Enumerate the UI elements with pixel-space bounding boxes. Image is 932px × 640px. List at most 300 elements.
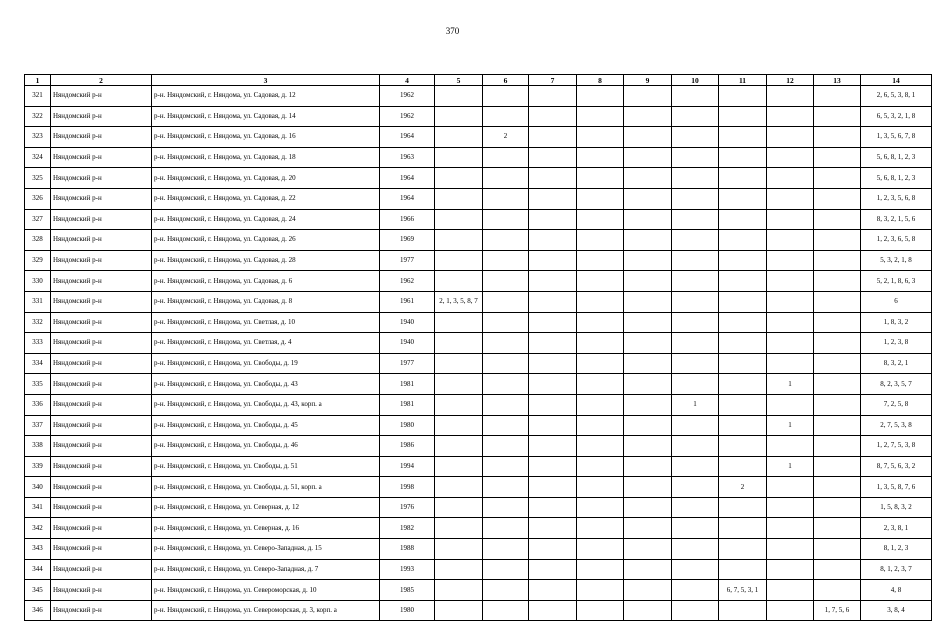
col12-cell <box>767 106 814 127</box>
col7-cell <box>529 209 577 230</box>
col5-cell <box>435 333 483 354</box>
col9-cell <box>624 209 672 230</box>
col6-cell <box>483 230 529 251</box>
district-cell: Няндомский р-н <box>51 106 152 127</box>
table-row <box>25 86 932 107</box>
district-cell: Няндомский р-н <box>51 415 152 436</box>
register-table <box>24 74 932 621</box>
district-cell: Няндомский р-н <box>51 230 152 251</box>
col13-cell <box>814 312 861 333</box>
col8-cell <box>577 127 624 148</box>
col6-cell <box>483 271 529 292</box>
col12-cell <box>767 291 814 312</box>
col9-cell <box>624 456 672 477</box>
col8-cell <box>577 209 624 230</box>
col11-cell <box>719 312 767 333</box>
col14-cell: 1, 2, 3, 8 <box>861 333 932 354</box>
col12-cell <box>767 230 814 251</box>
district-cell: Няндомский р-н <box>51 477 152 498</box>
address-cell: р-н. Няндомский, г. Няндома, ул. Светлая, д. 4 <box>152 333 380 354</box>
district-cell: Няндомский р-н <box>51 436 152 457</box>
col8-cell <box>577 291 624 312</box>
table-row <box>25 291 932 312</box>
col8-cell <box>577 168 624 189</box>
table-row <box>25 600 932 621</box>
col9-cell <box>624 580 672 601</box>
col8-cell <box>577 250 624 271</box>
col14-cell: 5, 6, 8, 1, 2, 3 <box>861 168 932 189</box>
address-cell: р-н. Няндомский, г. Няндома, ул. Садовая, д. 12 <box>152 86 380 107</box>
col10-cell <box>672 147 719 168</box>
table-row <box>25 518 932 539</box>
address-cell: р-н. Няндомский, г. Няндома, ул. Свободы, д. 45 <box>152 415 380 436</box>
col9-cell <box>624 333 672 354</box>
col10-cell <box>672 312 719 333</box>
address-cell: р-н. Няндомский, г. Няндома, ул. Садовая, д. 6 <box>152 271 380 292</box>
col13-cell <box>814 518 861 539</box>
col11-cell <box>719 250 767 271</box>
col13-cell <box>814 539 861 560</box>
col11-cell <box>719 415 767 436</box>
address-cell: р-н. Няндомский, г. Няндома, ул. Садовая, д. 26 <box>152 230 380 251</box>
col9-cell <box>624 271 672 292</box>
district-cell: Няндомский р-н <box>51 394 152 415</box>
col6-cell: 2 <box>483 127 529 148</box>
col7-cell <box>529 106 577 127</box>
col11-cell <box>719 147 767 168</box>
col8-cell <box>577 86 624 107</box>
table-row <box>25 271 932 292</box>
col7-cell <box>529 456 577 477</box>
year-cell: 1994 <box>380 456 435 477</box>
col6-cell <box>483 394 529 415</box>
col13-cell <box>814 477 861 498</box>
district-cell: Няндомский р-н <box>51 518 152 539</box>
col6-cell <box>483 415 529 436</box>
col13-cell <box>814 230 861 251</box>
col7-cell <box>529 271 577 292</box>
col6-cell <box>483 291 529 312</box>
col14-cell: 5, 2, 1, 8, 6, 3 <box>861 271 932 292</box>
year-cell: 1981 <box>380 394 435 415</box>
col8-cell <box>577 312 624 333</box>
col5-cell <box>435 209 483 230</box>
col12-cell <box>767 188 814 209</box>
col7-cell <box>529 559 577 580</box>
header-row <box>25 75 932 86</box>
col14-cell: 1, 2, 3, 5, 6, 8 <box>861 188 932 209</box>
year-cell: 1966 <box>380 209 435 230</box>
col8-cell <box>577 394 624 415</box>
col13-cell <box>814 147 861 168</box>
col13-cell <box>814 209 861 230</box>
col14-cell: 3, 8, 4 <box>861 600 932 621</box>
column-header-9: 9 <box>624 75 672 86</box>
district-cell: Няндомский р-н <box>51 559 152 580</box>
table-row <box>25 415 932 436</box>
col9-cell <box>624 188 672 209</box>
row-number: 330 <box>25 271 51 292</box>
col12-cell: 1 <box>767 415 814 436</box>
col12-cell <box>767 312 814 333</box>
col13-cell <box>814 86 861 107</box>
row-number: 324 <box>25 147 51 168</box>
district-cell: Няндомский р-н <box>51 188 152 209</box>
col14-cell: 4, 8 <box>861 580 932 601</box>
col12-cell <box>767 168 814 189</box>
district-cell: Няндомский р-н <box>51 147 152 168</box>
col6-cell <box>483 333 529 354</box>
table-row <box>25 333 932 354</box>
year-cell: 1980 <box>380 600 435 621</box>
col7-cell <box>529 353 577 374</box>
col9-cell <box>624 436 672 457</box>
col10-cell <box>672 127 719 148</box>
col7-cell <box>529 333 577 354</box>
col5-cell <box>435 477 483 498</box>
col12-cell <box>767 147 814 168</box>
table-header <box>25 75 932 86</box>
col8-cell <box>577 188 624 209</box>
year-cell: 1977 <box>380 353 435 374</box>
col11-cell <box>719 168 767 189</box>
address-cell: р-н. Няндомский, г. Няндома, ул. Северная, д. 12 <box>152 497 380 518</box>
row-number: 342 <box>25 518 51 539</box>
col5-cell <box>435 127 483 148</box>
col6-cell <box>483 600 529 621</box>
col5-cell <box>435 456 483 477</box>
col7-cell <box>529 147 577 168</box>
col6-cell <box>483 436 529 457</box>
address-cell: р-н. Няндомский, г. Няндома, ул. Садовая, д. 20 <box>152 168 380 189</box>
col13-cell <box>814 559 861 580</box>
col6-cell <box>483 559 529 580</box>
col6-cell <box>483 518 529 539</box>
col12-cell <box>767 209 814 230</box>
table-row <box>25 394 932 415</box>
table-row <box>25 106 932 127</box>
col9-cell <box>624 353 672 374</box>
table-row <box>25 230 932 251</box>
col9-cell <box>624 559 672 580</box>
col12-cell <box>767 518 814 539</box>
col13-cell <box>814 291 861 312</box>
col13-cell <box>814 106 861 127</box>
column-header-14: 14 <box>861 75 932 86</box>
col7-cell <box>529 436 577 457</box>
col11-cell <box>719 353 767 374</box>
col8-cell <box>577 456 624 477</box>
col12-cell <box>767 333 814 354</box>
col7-cell <box>529 168 577 189</box>
col10-cell <box>672 518 719 539</box>
year-cell: 1985 <box>380 580 435 601</box>
district-cell: Няндомский р-н <box>51 333 152 354</box>
col10-cell <box>672 353 719 374</box>
col14-cell: 8, 3, 2, 1 <box>861 353 932 374</box>
col6-cell <box>483 456 529 477</box>
address-cell: р-н. Няндомский, г. Няндома, ул. Светлая, д. 10 <box>152 312 380 333</box>
col6-cell <box>483 188 529 209</box>
col8-cell <box>577 477 624 498</box>
year-cell: 1980 <box>380 415 435 436</box>
year-cell: 1969 <box>380 230 435 251</box>
row-number: 346 <box>25 600 51 621</box>
col10-cell <box>672 374 719 395</box>
col7-cell <box>529 477 577 498</box>
row-number: 323 <box>25 127 51 148</box>
col11-cell <box>719 127 767 148</box>
col14-cell: 7, 2, 5, 8 <box>861 394 932 415</box>
col12-cell <box>767 127 814 148</box>
col5-cell <box>435 250 483 271</box>
col8-cell <box>577 147 624 168</box>
district-cell: Няндомский р-н <box>51 312 152 333</box>
col10-cell <box>672 106 719 127</box>
col10-cell <box>672 497 719 518</box>
col14-cell: 2, 3, 8, 1 <box>861 518 932 539</box>
table-row <box>25 436 932 457</box>
col9-cell <box>624 394 672 415</box>
col10-cell <box>672 456 719 477</box>
year-cell: 1998 <box>380 477 435 498</box>
table-row <box>25 147 932 168</box>
district-cell: Няндомский р-н <box>51 580 152 601</box>
row-number: 336 <box>25 394 51 415</box>
col7-cell <box>529 580 577 601</box>
row-number: 344 <box>25 559 51 580</box>
col9-cell <box>624 312 672 333</box>
address-cell: р-н. Няндомский, г. Няндома, ул. Северо-Западная, д. 15 <box>152 539 380 560</box>
col8-cell <box>577 353 624 374</box>
district-cell: Няндомский р-н <box>51 271 152 292</box>
col13-cell <box>814 456 861 477</box>
col7-cell <box>529 497 577 518</box>
col6-cell <box>483 209 529 230</box>
col13-cell <box>814 353 861 374</box>
col14-cell: 6 <box>861 291 932 312</box>
col13-cell <box>814 271 861 292</box>
column-header-6: 6 <box>483 75 529 86</box>
col7-cell <box>529 312 577 333</box>
district-cell: Няндомский р-н <box>51 127 152 148</box>
row-number: 337 <box>25 415 51 436</box>
col8-cell <box>577 415 624 436</box>
col10-cell <box>672 477 719 498</box>
col13-cell <box>814 333 861 354</box>
col9-cell <box>624 600 672 621</box>
col10-cell <box>672 168 719 189</box>
col5-cell <box>435 394 483 415</box>
address-cell: р-н. Няндомский, г. Няндома, ул. Садовая, д. 24 <box>152 209 380 230</box>
table-row <box>25 168 932 189</box>
column-header-4: 4 <box>380 75 435 86</box>
district-cell: Няндомский р-н <box>51 291 152 312</box>
col8-cell <box>577 539 624 560</box>
col7-cell <box>529 86 577 107</box>
row-number: 328 <box>25 230 51 251</box>
table-row <box>25 456 932 477</box>
col10-cell <box>672 188 719 209</box>
col12-cell <box>767 580 814 601</box>
col5-cell <box>435 580 483 601</box>
col14-cell: 1, 3, 5, 8, 7, 6 <box>861 477 932 498</box>
table-row <box>25 312 932 333</box>
address-cell: р-н. Няндомский, г. Няндома, ул. Свободы, д. 51 <box>152 456 380 477</box>
col11-cell <box>719 456 767 477</box>
column-header-5: 5 <box>435 75 483 86</box>
col13-cell <box>814 188 861 209</box>
table-row <box>25 209 932 230</box>
address-cell: р-н. Няндомский, г. Няндома, ул. Северо-Западная, д. 7 <box>152 559 380 580</box>
year-cell: 1962 <box>380 106 435 127</box>
row-number: 322 <box>25 106 51 127</box>
col13-cell <box>814 127 861 148</box>
row-number: 338 <box>25 436 51 457</box>
col8-cell <box>577 106 624 127</box>
year-cell: 1940 <box>380 312 435 333</box>
year-cell: 1982 <box>380 518 435 539</box>
col5-cell <box>435 230 483 251</box>
address-cell: р-н. Няндомский, г. Няндома, ул. Садовая, д. 28 <box>152 250 380 271</box>
col9-cell <box>624 127 672 148</box>
address-cell: р-н. Няндомский, г. Няндома, ул. Свободы, д. 46 <box>152 436 380 457</box>
col12-cell <box>767 539 814 560</box>
address-cell: р-н. Няндомский, г. Няндома, ул. Садовая, д. 18 <box>152 147 380 168</box>
address-cell: р-н. Няндомский, г. Няндома, ул. Свободы, д. 51, корп. а <box>152 477 380 498</box>
col6-cell <box>483 106 529 127</box>
address-cell: р-н. Няндомский, г. Няндома, ул. Садовая, д. 16 <box>152 127 380 148</box>
row-number: 329 <box>25 250 51 271</box>
col7-cell <box>529 374 577 395</box>
address-cell: р-н. Няндомский, г. Няндома, ул. Свободы, д. 43, корп. а <box>152 394 380 415</box>
col9-cell <box>624 106 672 127</box>
col9-cell <box>624 374 672 395</box>
row-number: 331 <box>25 291 51 312</box>
col7-cell <box>529 291 577 312</box>
col8-cell <box>577 230 624 251</box>
col14-cell: 1, 8, 3, 2 <box>861 312 932 333</box>
year-cell: 1976 <box>380 497 435 518</box>
col14-cell: 1, 3, 5, 6, 7, 8 <box>861 127 932 148</box>
district-cell: Няндомский р-н <box>51 600 152 621</box>
col8-cell <box>577 497 624 518</box>
col11-cell <box>719 436 767 457</box>
col10-cell <box>672 271 719 292</box>
col14-cell: 8, 3, 2, 1, 5, 6 <box>861 209 932 230</box>
col13-cell <box>814 394 861 415</box>
year-cell: 1963 <box>380 147 435 168</box>
col9-cell <box>624 518 672 539</box>
col10-cell <box>672 230 719 251</box>
col8-cell <box>577 374 624 395</box>
year-cell: 1940 <box>380 333 435 354</box>
col12-cell <box>767 250 814 271</box>
col14-cell: 8, 1, 2, 3 <box>861 539 932 560</box>
col11-cell <box>719 374 767 395</box>
address-cell: р-н. Няндомский, г. Няндома, ул. Свободы, д. 19 <box>152 353 380 374</box>
col10-cell <box>672 600 719 621</box>
col9-cell <box>624 477 672 498</box>
col5-cell <box>435 271 483 292</box>
row-number: 341 <box>25 497 51 518</box>
col12-cell <box>767 394 814 415</box>
row-number: 334 <box>25 353 51 374</box>
col6-cell <box>483 580 529 601</box>
address-cell: р-н. Няндомский, г. Няндома, ул. Свободы, д. 43 <box>152 374 380 395</box>
col13-cell <box>814 436 861 457</box>
district-cell: Няндомский р-н <box>51 250 152 271</box>
table-row <box>25 559 932 580</box>
col6-cell <box>483 86 529 107</box>
col9-cell <box>624 147 672 168</box>
col13-cell <box>814 497 861 518</box>
col8-cell <box>577 580 624 601</box>
col11-cell <box>719 271 767 292</box>
row-number: 340 <box>25 477 51 498</box>
col5-cell <box>435 312 483 333</box>
col9-cell <box>624 168 672 189</box>
col10-cell <box>672 415 719 436</box>
col11-cell <box>719 559 767 580</box>
col5-cell <box>435 353 483 374</box>
year-cell: 1981 <box>380 374 435 395</box>
col14-cell: 8, 1, 2, 3, 7 <box>861 559 932 580</box>
col5-cell <box>435 600 483 621</box>
col14-cell: 5, 6, 8, 1, 2, 3 <box>861 147 932 168</box>
col10-cell <box>672 580 719 601</box>
col12-cell <box>767 353 814 374</box>
col6-cell <box>483 250 529 271</box>
col10-cell: 1 <box>672 394 719 415</box>
col5-cell <box>435 415 483 436</box>
col12-cell: 1 <box>767 456 814 477</box>
col8-cell <box>577 518 624 539</box>
col11-cell <box>719 518 767 539</box>
address-cell: р-н. Няндомский, г. Няндома, ул. Садовая, д. 22 <box>152 188 380 209</box>
district-cell: Няндомский р-н <box>51 374 152 395</box>
col8-cell <box>577 333 624 354</box>
col14-cell: 8, 7, 5, 6, 3, 2 <box>861 456 932 477</box>
district-cell: Няндомский р-н <box>51 168 152 189</box>
col7-cell <box>529 127 577 148</box>
col7-cell <box>529 539 577 560</box>
row-number: 321 <box>25 86 51 107</box>
col12-cell <box>767 600 814 621</box>
row-number: 339 <box>25 456 51 477</box>
col13-cell <box>814 580 861 601</box>
year-cell: 1988 <box>380 539 435 560</box>
col11-cell <box>719 497 767 518</box>
year-cell: 1964 <box>380 188 435 209</box>
col6-cell <box>483 312 529 333</box>
table-row <box>25 580 932 601</box>
page-number: 370 <box>445 26 460 36</box>
col12-cell <box>767 497 814 518</box>
table-row <box>25 374 932 395</box>
col11-cell <box>719 106 767 127</box>
col10-cell <box>672 559 719 580</box>
col7-cell <box>529 415 577 436</box>
col8-cell <box>577 436 624 457</box>
col11-cell <box>719 291 767 312</box>
year-cell: 1961 <box>380 291 435 312</box>
col8-cell <box>577 600 624 621</box>
col12-cell <box>767 559 814 580</box>
table-row <box>25 127 932 148</box>
address-cell: р-н. Няндомский, г. Няндома, ул. Североморская, д. 10 <box>152 580 380 601</box>
address-cell: р-н. Няндомский, г. Няндома, ул. Садовая, д. 8 <box>152 291 380 312</box>
